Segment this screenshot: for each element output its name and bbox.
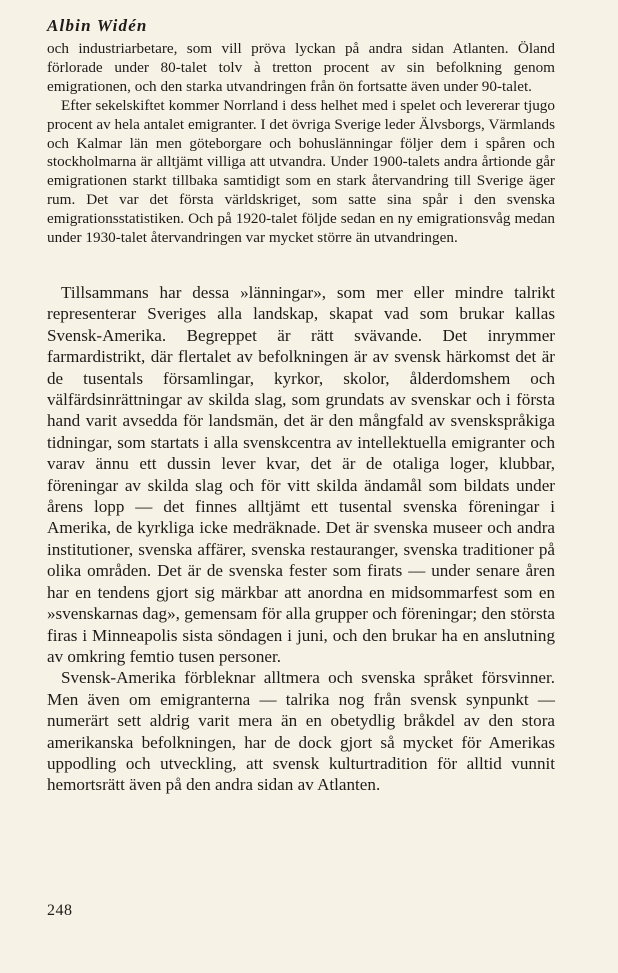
intro-paragraph: och industriarbetare, som vill pröva lyckan på andra sidan Atlanten. Öland förlorade under 80-talet tolv à tretton procent av sin befolkning genom emigrationen, och den starka utvandringen från ön fortsatte även under 90-talet. — [47, 40, 555, 95]
running-head: Albin Widén — [47, 16, 148, 35]
main-text-block — [47, 282, 555, 796]
intro-text-block — [47, 40, 555, 248]
main-paragraph: Tillsammans har dessa »länningar», som mer eller mindre talrikt representerar Sveriges alla landskap, skapat vad som brukar kallas Svensk-Amerika. Begreppet är rätt svävande. Det inrymmer farmardistrikt, där flertalet av befolkningen är av svensk härkomst det är de tusentals församlingar, kyrkor, skolor, ålderdomshem och välfärdsinrättningar av skilda slag, som grundats av svenskar och i första hand varit avsedda för landsmän, det är den mångfald av svenskspråkiga tidningar, som startats i alla svenskcentra av intellektuella emigranter och varav ännu ett dussin lever kvar, det är de otaliga loger, klubbar, föreningar av skilda slag och för vitt skilda ändamål som bildats under årens lopp — det finnes alltjämt ett tusental svenska föreningar i Amerika, de kyrkliga icke medräknade. Det är svenska museer och andra institutioner, svenska affärer, svenska restauranger, svenska traditioner på olika områden. Det är de svenska fester som firats — under senare åren har en tendens gjort sig märkbar att anordna en midsommarfest som en »svenskarnas dag», gemensam för alla grupper och föreningar; den största firas i Minneapolis sista söndagen i juni, och den brukar ha en anslutning av omkring femtio tusen personer. — [47, 283, 555, 666]
main-paragraph: Svensk-Amerika förbleknar alltmera och svenska språket försvinner. Men även om emigranterna — talrika nog från svensk synpunkt — numerärt sett aldrig varit mera än en obetydlig bråkdel av den stora amerikanska befolkningen, har de dock gjort så mycket för Amerikas uppodling och utveckling, att svensk kulturtradition för alltid vunnit hemortsrätt även på den andra sidan av Atlanten. — [47, 668, 555, 795]
intro-paragraph: Efter sekelskiftet kommer Norrland i dess helhet med i spelet och levererar tjugo procent av hela antalet emigranter. I det övriga Sverige leder Älvsborgs, Värmlands och Kalmar län men göteborgare och bohuslänningar följer dem i spåren och stockholmarna är alltjämt villiga att utvandra. Under 1900-talets andra årtionde går emigrationen starkt tillbaka samtidigt som en stark återvandring till Sverige äger rum. Det var det första världskriget, som satte sina spår i den svenska emigrationsstatistiken. Och på 1920-talet följde sedan en ny emigrationsvåg medan under 1930-talet återvandringen var mycket större än utvandringen. — [47, 96, 555, 247]
page-number: 248 — [47, 902, 73, 919]
